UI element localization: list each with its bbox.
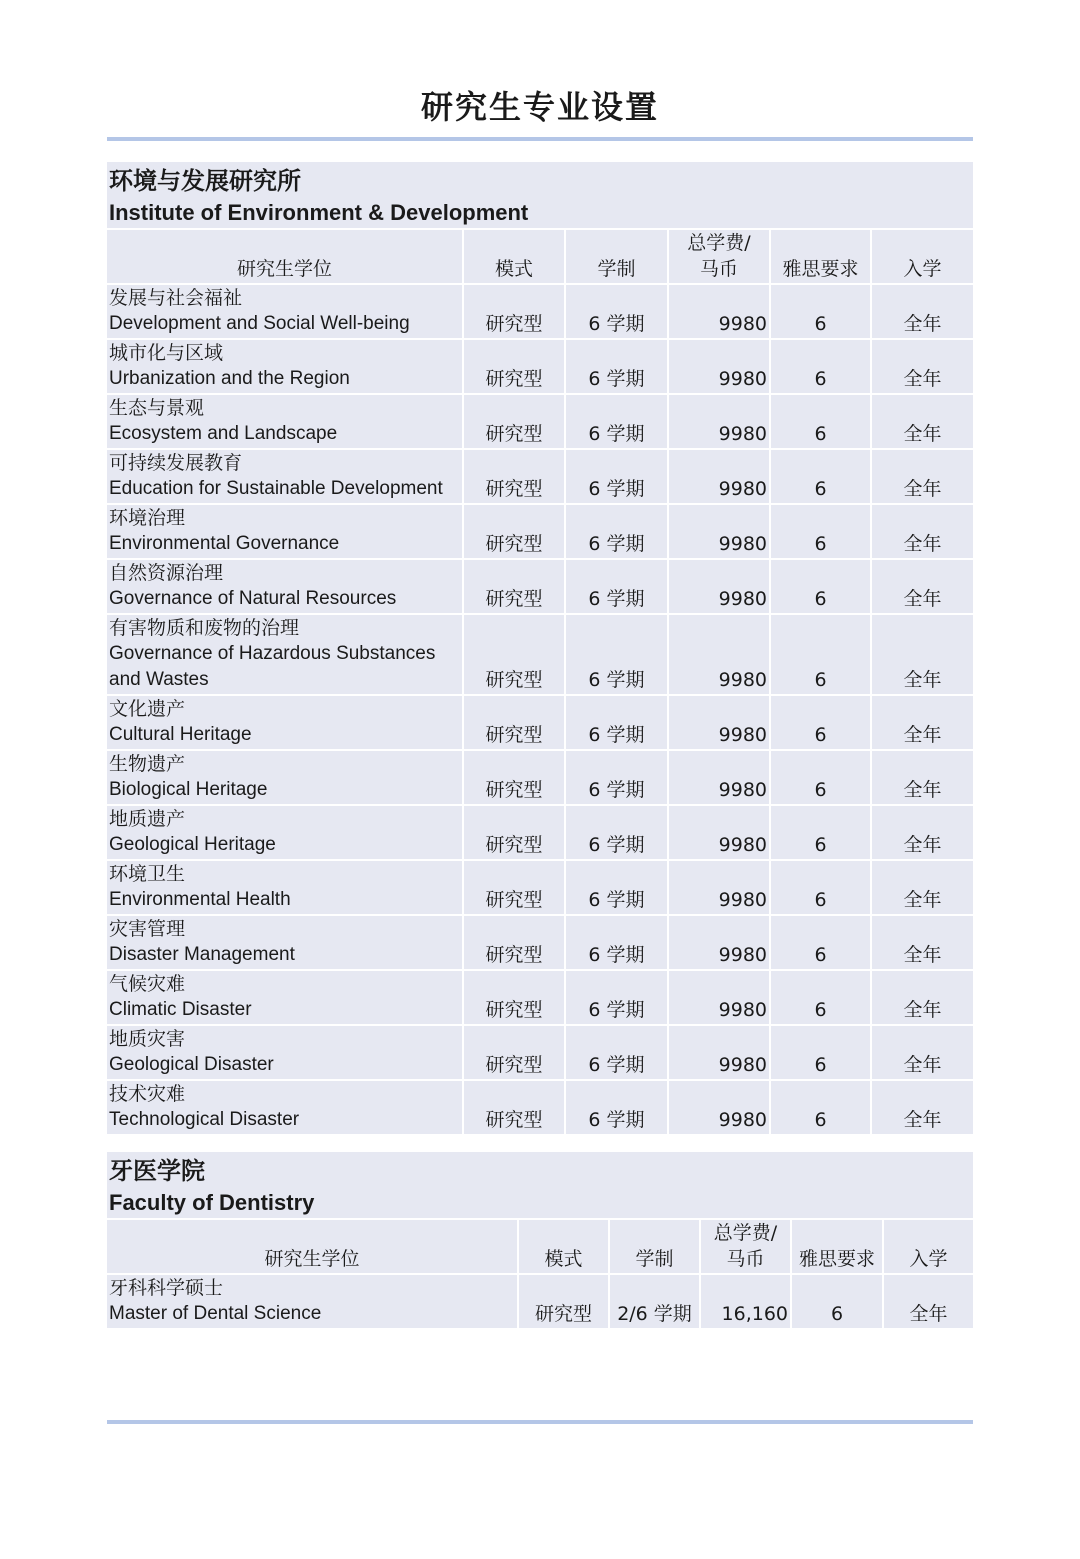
intake-cell: 全年 — [872, 285, 973, 340]
table-row — [107, 505, 973, 560]
fee-cell: 9980 — [669, 395, 771, 450]
table-row — [107, 971, 973, 1026]
table-row — [107, 916, 973, 971]
header-duration: 学制 — [566, 230, 669, 285]
program-name-cell — [107, 916, 464, 971]
table-row — [107, 560, 973, 615]
program-name-en: Cultural Heritage — [109, 724, 252, 745]
intake-cell: 全年 — [872, 340, 973, 395]
program-name-en: Governance of Hazardous Substances and Wastes — [109, 643, 436, 690]
program-name-zh: 牙科科学硕士 — [109, 1277, 224, 1299]
intake-cell: 全年 — [872, 916, 973, 971]
intake-cell: 全年 — [884, 1275, 973, 1330]
duration-cell: 6 学期 — [566, 806, 669, 861]
program-name-cell — [107, 505, 464, 560]
table-row — [107, 285, 973, 340]
fee-cell: 9980 — [669, 285, 771, 340]
program-name-zh: 可持续发展教育 — [109, 452, 243, 474]
header-fee-line2: 马币 — [726, 1248, 765, 1270]
program-name-zh: 地质遗产 — [109, 808, 186, 830]
mode-cell: 研究型 — [519, 1275, 610, 1330]
ielts-cell: 6 — [771, 971, 872, 1026]
program-name-cell — [107, 1026, 464, 1081]
duration-cell: 6 学期 — [566, 505, 669, 560]
program-name-en: Urbanization and the Region — [109, 368, 350, 389]
table-row — [107, 1081, 973, 1136]
ielts-cell: 6 — [771, 696, 872, 751]
program-name-zh: 生态与景观 — [109, 397, 205, 419]
program-name-zh: 自然资源治理 — [109, 562, 224, 584]
program-name-cell — [107, 615, 464, 696]
section-title-en: Faculty of Dentistry — [109, 1190, 315, 1215]
ielts-cell: 6 — [771, 450, 872, 505]
table-row — [107, 751, 973, 806]
duration-cell: 6 学期 — [566, 560, 669, 615]
intake-cell: 全年 — [872, 450, 973, 505]
program-name-cell — [107, 751, 464, 806]
table-row — [107, 806, 973, 861]
ielts-cell: 6 — [771, 916, 872, 971]
ielts-cell: 6 — [771, 615, 872, 696]
intake-cell: 全年 — [872, 1081, 973, 1136]
program-name-cell — [107, 696, 464, 751]
fee-cell: 9980 — [669, 615, 771, 696]
fee-cell: 9980 — [669, 916, 771, 971]
intake-cell: 全年 — [872, 696, 973, 751]
table-row — [107, 340, 973, 395]
program-table — [107, 1220, 973, 1330]
fee-cell: 9980 — [669, 1026, 771, 1081]
program-name-en: Ecosystem and Landscape — [109, 423, 338, 444]
header-fee — [701, 1220, 792, 1275]
mode-cell: 研究型 — [464, 340, 566, 395]
header-program: 研究生学位 — [107, 1220, 519, 1275]
program-name-cell — [107, 1081, 464, 1136]
program-name-cell — [107, 340, 464, 395]
fee-cell: 9980 — [669, 861, 771, 916]
mode-cell: 研究型 — [464, 285, 566, 340]
fee-cell: 9980 — [669, 696, 771, 751]
intake-cell: 全年 — [872, 505, 973, 560]
program-name-cell — [107, 861, 464, 916]
program-name-cell — [107, 806, 464, 861]
ielts-cell: 6 — [771, 1081, 872, 1136]
fee-cell: 16,160 — [701, 1275, 792, 1330]
table-row — [107, 615, 973, 696]
program-name-en: Climatic Disaster — [109, 999, 252, 1020]
duration-cell: 6 学期 — [566, 1026, 669, 1081]
header-mode: 模式 — [464, 230, 566, 285]
program-name-cell — [107, 1275, 519, 1330]
program-name-zh: 环境卫生 — [109, 863, 186, 885]
program-name-cell — [107, 971, 464, 1026]
fee-cell: 9980 — [669, 505, 771, 560]
table-row — [107, 861, 973, 916]
mode-cell: 研究型 — [464, 806, 566, 861]
table-row — [107, 450, 973, 505]
program-name-zh: 城市化与区域 — [109, 342, 224, 364]
program-name-cell — [107, 450, 464, 505]
program-name-en: Environmental Health — [109, 889, 291, 910]
mode-cell: 研究型 — [464, 450, 566, 505]
header-ielts: 雅思要求 — [771, 230, 872, 285]
program-name-cell — [107, 560, 464, 615]
header-intake: 入学 — [872, 230, 973, 285]
intake-cell: 全年 — [872, 1026, 973, 1081]
program-name-en: Development and Social Well-being — [109, 313, 410, 334]
intake-cell: 全年 — [872, 806, 973, 861]
program-name-en: Geological Heritage — [109, 834, 276, 855]
program-name-cell — [107, 395, 464, 450]
mode-cell: 研究型 — [464, 505, 566, 560]
header-ielts: 雅思要求 — [792, 1220, 884, 1275]
mode-cell: 研究型 — [464, 1081, 566, 1136]
program-name-zh: 地质灾害 — [109, 1028, 186, 1050]
section-title-en: Institute of Environment & Development — [109, 200, 529, 225]
ielts-cell: 6 — [771, 285, 872, 340]
ielts-cell: 6 — [792, 1275, 884, 1330]
table-header-row — [107, 1220, 973, 1275]
mode-cell: 研究型 — [464, 615, 566, 696]
program-name-en: Disaster Management — [109, 944, 295, 965]
ielts-cell: 6 — [771, 505, 872, 560]
program-name-en: Master of Dental Science — [109, 1303, 322, 1324]
program-name-zh: 灾害管理 — [109, 918, 186, 940]
program-name-en: Environmental Governance — [109, 533, 340, 554]
bottom-divider — [107, 1420, 973, 1424]
section-title-zh: 牙医学院 — [109, 1157, 205, 1185]
program-name-zh: 有害物质和废物的治理 — [109, 617, 300, 639]
intake-cell: 全年 — [872, 560, 973, 615]
top-divider — [107, 137, 973, 141]
fee-cell: 9980 — [669, 450, 771, 505]
header-mode: 模式 — [519, 1220, 610, 1275]
intake-cell: 全年 — [872, 751, 973, 806]
header-fee — [669, 230, 771, 285]
program-name-zh: 环境治理 — [109, 507, 186, 529]
fee-cell: 9980 — [669, 806, 771, 861]
ielts-cell: 6 — [771, 340, 872, 395]
program-name-en: Geological Disaster — [109, 1054, 274, 1075]
program-name-en: Technological Disaster — [109, 1109, 300, 1130]
mode-cell: 研究型 — [464, 1026, 566, 1081]
duration-cell: 6 学期 — [566, 340, 669, 395]
mode-cell: 研究型 — [464, 696, 566, 751]
program-name-zh: 发展与社会福祉 — [109, 287, 243, 309]
ielts-cell: 6 — [771, 751, 872, 806]
section-header — [107, 1152, 973, 1218]
program-name-zh: 生物遗产 — [109, 753, 186, 775]
ielts-cell: 6 — [771, 395, 872, 450]
duration-cell: 2/6 学期 — [610, 1275, 701, 1330]
fee-cell: 9980 — [669, 971, 771, 1026]
section-dentistry — [107, 1152, 973, 1330]
intake-cell: 全年 — [872, 615, 973, 696]
intake-cell: 全年 — [872, 395, 973, 450]
page-title: 研究生专业设置 — [420, 88, 659, 126]
program-table — [107, 230, 973, 1136]
program-name-en: Biological Heritage — [109, 779, 268, 800]
header-fee-line1: 总学费/ — [713, 1222, 778, 1244]
fee-cell: 9980 — [669, 560, 771, 615]
table-header-row — [107, 230, 973, 285]
ielts-cell: 6 — [771, 1026, 872, 1081]
ielts-cell: 6 — [771, 861, 872, 916]
section-title-zh: 环境与发展研究所 — [109, 167, 301, 195]
program-name-zh: 文化遗产 — [109, 698, 186, 720]
duration-cell: 6 学期 — [566, 285, 669, 340]
section-environment-development — [107, 162, 973, 1136]
program-name-cell — [107, 285, 464, 340]
duration-cell: 6 学期 — [566, 450, 669, 505]
duration-cell: 6 学期 — [566, 916, 669, 971]
duration-cell: 6 学期 — [566, 1081, 669, 1136]
duration-cell: 6 学期 — [566, 751, 669, 806]
program-name-zh: 技术灾难 — [109, 1083, 186, 1105]
fee-cell: 9980 — [669, 340, 771, 395]
ielts-cell: 6 — [771, 560, 872, 615]
table-row — [107, 1026, 973, 1081]
header-fee-line1: 总学费/ — [687, 232, 751, 254]
header-fee-line2: 马币 — [699, 258, 738, 280]
duration-cell: 6 学期 — [566, 395, 669, 450]
mode-cell: 研究型 — [464, 916, 566, 971]
fee-cell: 9980 — [669, 1081, 771, 1136]
duration-cell: 6 学期 — [566, 971, 669, 1026]
mode-cell: 研究型 — [464, 751, 566, 806]
duration-cell: 6 学期 — [566, 696, 669, 751]
duration-cell: 6 学期 — [566, 615, 669, 696]
mode-cell: 研究型 — [464, 395, 566, 450]
mode-cell: 研究型 — [464, 971, 566, 1026]
intake-cell: 全年 — [872, 971, 973, 1026]
table-row — [107, 395, 973, 450]
header-intake: 入学 — [884, 1220, 973, 1275]
program-name-zh: 气候灾难 — [109, 973, 186, 995]
header-duration: 学制 — [610, 1220, 701, 1275]
duration-cell: 6 学期 — [566, 861, 669, 916]
mode-cell: 研究型 — [464, 861, 566, 916]
program-name-en: Governance of Natural Resources — [109, 588, 397, 609]
fee-cell: 9980 — [669, 751, 771, 806]
intake-cell: 全年 — [872, 861, 973, 916]
mode-cell: 研究型 — [464, 560, 566, 615]
program-name-en: Education for Sustainable Development — [109, 478, 443, 499]
table-row — [107, 1275, 973, 1330]
section-header — [107, 162, 973, 228]
ielts-cell: 6 — [771, 806, 872, 861]
table-row — [107, 696, 973, 751]
header-program: 研究生学位 — [107, 230, 464, 285]
